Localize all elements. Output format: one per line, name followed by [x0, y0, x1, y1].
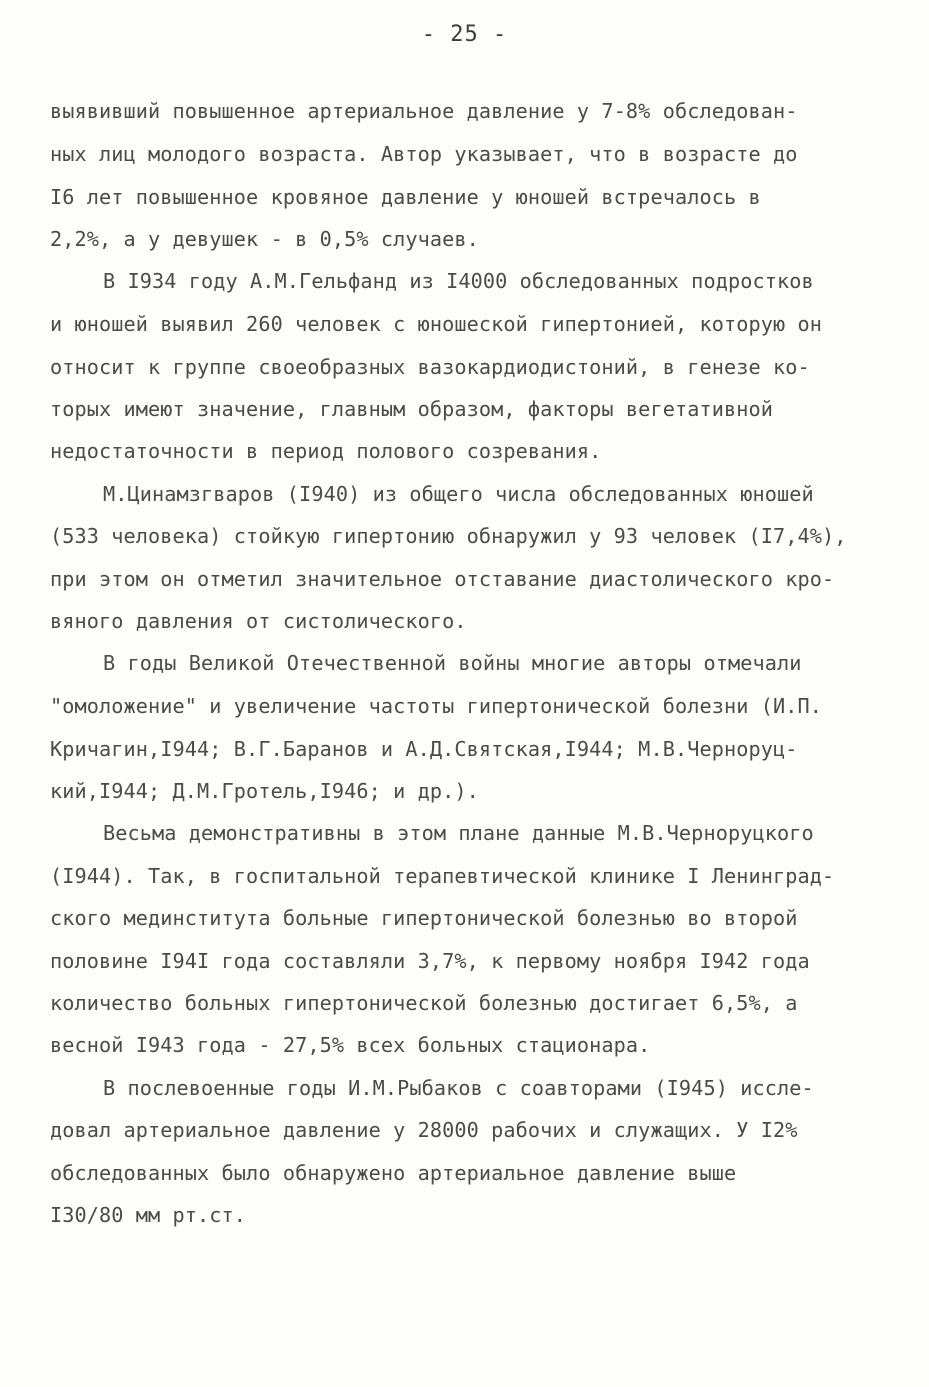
text-line: ского мединститута больные гипертонической болезнью во второй: [50, 906, 798, 930]
text-line: 2,2%, а у девушек - в 0,5% случаев.: [50, 227, 479, 251]
text-line: обследованных было обнаружено артериальное давление выше: [50, 1161, 737, 1185]
text-line: относит к группе своеобразных вазокардиодистоний, в генезе ко-: [50, 355, 810, 379]
text-line: В I934 году А.М.Гельфанд из I4000 обследованных подростков: [103, 269, 814, 293]
text-line: и юношей выявил 260 человек с юношеской гипертонией, которую он: [50, 312, 822, 336]
text-line: довал артериальное давление у 28000 рабочих и служащих. У I2%: [50, 1118, 798, 1142]
text-line: "омоложение" и увеличение частоты гипертонической болезни (И.П.: [50, 694, 822, 718]
text-line: кий,I944; Д.М.Гротель,I946; и др.).: [50, 779, 479, 803]
text-line: Весьма демонстративны в этом плане данные М.В.Черноруцкого: [103, 821, 814, 845]
text-line: выявивший повышенное артериальное давление у 7-8% обследован-: [50, 99, 798, 123]
text-line: ных лиц молодого возраста. Автор указывает, что в возрасте до: [50, 142, 798, 166]
text-line: вяного давления от систолического.: [50, 609, 467, 633]
text-line: недостаточности в период полового созревания.: [50, 439, 602, 463]
text-line: I30/80 мм рт.ст.: [50, 1203, 247, 1227]
page-number: - 25 -: [421, 22, 508, 47]
text-line: Кричагин,I944; В.Г.Баранов и А.Д.Святская,I944; М.В.Черноруц-: [50, 737, 798, 761]
text-line: при этом он отметил значительное отставание диастолического кро-: [50, 567, 835, 591]
text-line: В послевоенные годы И.М.Рыбаков с соавторами (I945) иссле-: [103, 1076, 814, 1100]
text-line: торых имеют значение, главным образом, факторы вегетативной: [50, 397, 773, 421]
text-line: половине I94I года составляли 3,7%, к первому ноября I942 года: [50, 949, 810, 973]
text-line: В годы Великой Отечественной войны многие авторы отмечали: [103, 651, 802, 675]
text-line: М.Цинамзгваров (I940) из общего числа обследованных юношей: [103, 482, 814, 506]
text-line: (I944). Так, в госпитальной терапевтической клинике I Ленинград-: [50, 864, 835, 888]
text-line: количество больных гипертонической болезнью достигает 6,5%, а: [50, 991, 798, 1015]
text-line: I6 лет повышенное кровяное давление у юношей встречалось в: [50, 185, 761, 209]
text-line: (533 человека) стойкую гипертонию обнаружил у 93 человек (I7,4%),: [50, 524, 847, 548]
text-line: весной I943 года - 27,5% всех больных стационара.: [50, 1033, 651, 1057]
